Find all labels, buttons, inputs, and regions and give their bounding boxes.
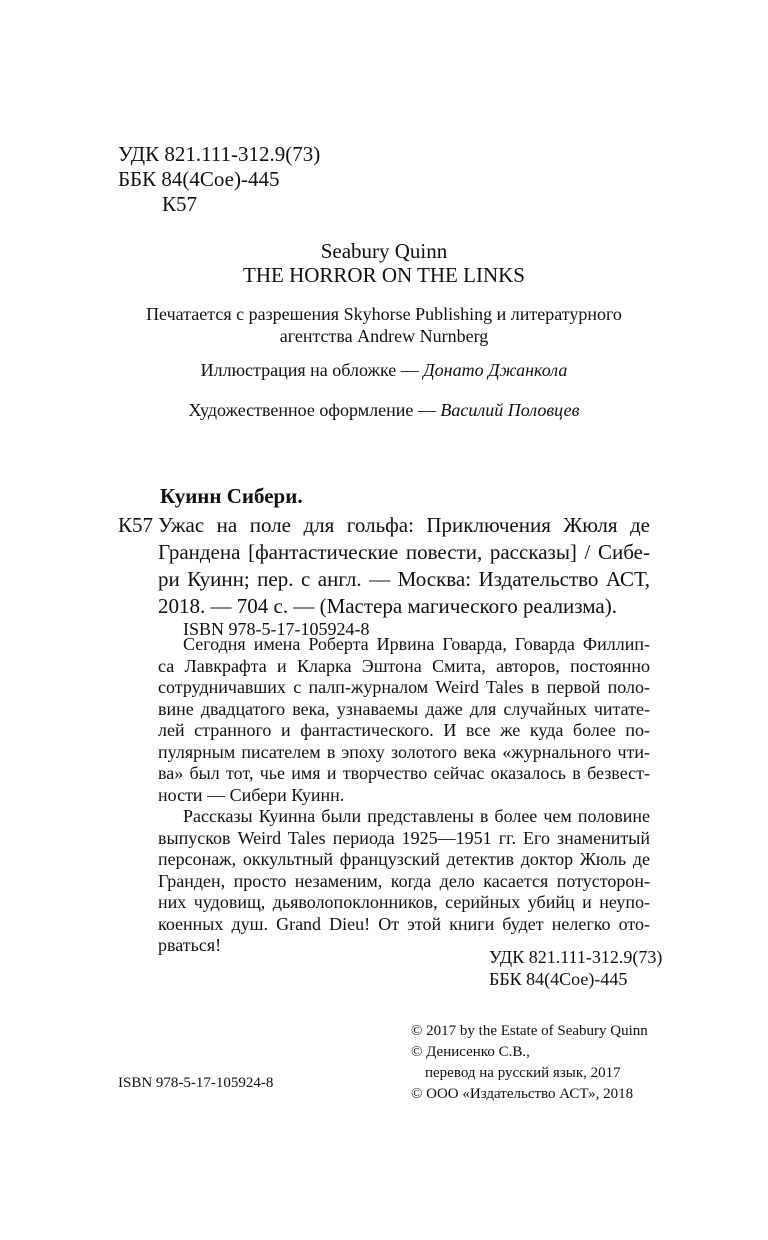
biblio-line: ри Куинн; пер. с англ. — Москва: Издательство АСТ, — [158, 567, 650, 591]
annotation-line: них чудовищ, дьяволопоклонников, серийных убийц и неупо- — [158, 892, 650, 912]
copyright-block — [411, 1021, 648, 1105]
annotation-paragraph-2 — [158, 806, 650, 957]
annotation-paragraph-1 — [158, 634, 650, 806]
art-credit — [0, 399, 768, 421]
footer-classification-codes — [489, 946, 662, 990]
footer-udk-code: УДК 821.111-312.9(73) — [489, 947, 663, 967]
bibliographic-mark: К57 — [118, 513, 154, 537]
copyright-line: перевод на русский язык, 2017 — [425, 1065, 621, 1081]
annotation-line: лей странного и фантастического. И все же куда более по- — [158, 720, 650, 740]
bbk-code: ББК 84(4Сое)-445 — [118, 167, 280, 191]
illustration-label: Иллюстрация на обложке — — [200, 360, 424, 380]
annotation-line: Рассказы Куинна были представлены в более чем половине — [183, 806, 650, 826]
annotation-line: рваться! — [158, 935, 222, 955]
annotation-line: пулярным писателем в эпоху золотого века «журнального чти- — [158, 741, 650, 762]
classification-codes — [118, 142, 320, 217]
footer-isbn: ISBN 978-5-17-105924-8 — [118, 1075, 274, 1091]
illustration-credit — [0, 359, 768, 381]
original-author: Seabury Quinn — [320, 239, 448, 263]
annotation-line: вине двадцатого века, узнаваемы даже для случайных читате- — [158, 698, 650, 719]
permission-line-2: агентства Andrew Nurnberg — [279, 326, 489, 346]
original-title: THE HORROR ON THE LINKS — [243, 263, 525, 287]
isbn: ISBN 978-5-17-105924-8 — [183, 619, 370, 639]
annotation-line: выпусков Weird Tales периода 1925—1951 гг. Его знаменитый — [158, 827, 650, 848]
biblio-line: Ужас на поле для гольфа: Приключения Жюля де — [158, 513, 650, 537]
bibliographic-description — [158, 512, 650, 620]
copyright-line: © ООО «Издательство АСТ», 2018 — [411, 1086, 634, 1102]
biblio-line: Грандена [фантастические повести, рассказы] / Сибе- — [158, 540, 650, 564]
annotation-line: персонаж, оккультный французский детектив доктор Жюль де — [158, 849, 650, 869]
annotation-line: Гранден, просто незаменим, когда дело касается потусторон- — [158, 870, 650, 891]
author-mark: К57 — [162, 192, 198, 216]
permission-line-1: Печатается с разрешения Skyhorse Publishing и литературного — [146, 304, 622, 324]
udk-code: УДК 821.111-312.9(73) — [118, 142, 321, 166]
annotation-line: коенных душ. Grand Dieu! От этой книги будет нелегко ото- — [158, 913, 650, 934]
illustration-name: Донато Джанкола — [423, 360, 568, 380]
art-name: Василий Половцев — [440, 400, 580, 420]
annotation-line: ва» был тот, чье имя и творчество сейчас оказалось в безвест- — [158, 763, 650, 783]
annotation-line: ности — Сибери Куинн. — [158, 784, 345, 805]
copyright-line: © 2017 by the Estate of Seabury Quinn — [411, 1023, 648, 1039]
author-heading: Куинн Сибери. — [160, 484, 303, 508]
annotation-line: са Лавкрафта и Кларка Эштона Смита, авторов, постоянно — [158, 655, 650, 676]
copyright-line: © Денисенко С.В., — [411, 1044, 530, 1060]
annotation-line: сотрудничавших с палп-журналом Weird Tales в первой поло- — [158, 677, 650, 697]
permission-notice — [0, 303, 768, 347]
annotation-line: Сегодня имена Роберта Ирвина Говарда, Говарда Филлип- — [183, 634, 650, 654]
footer-bbk-code: ББК 84(4Сое)-445 — [489, 969, 628, 989]
biblio-line: 2018. — 704 с. — (Мастера магического реализма). — [158, 594, 617, 618]
art-label: Художественное оформление — — [188, 400, 441, 420]
